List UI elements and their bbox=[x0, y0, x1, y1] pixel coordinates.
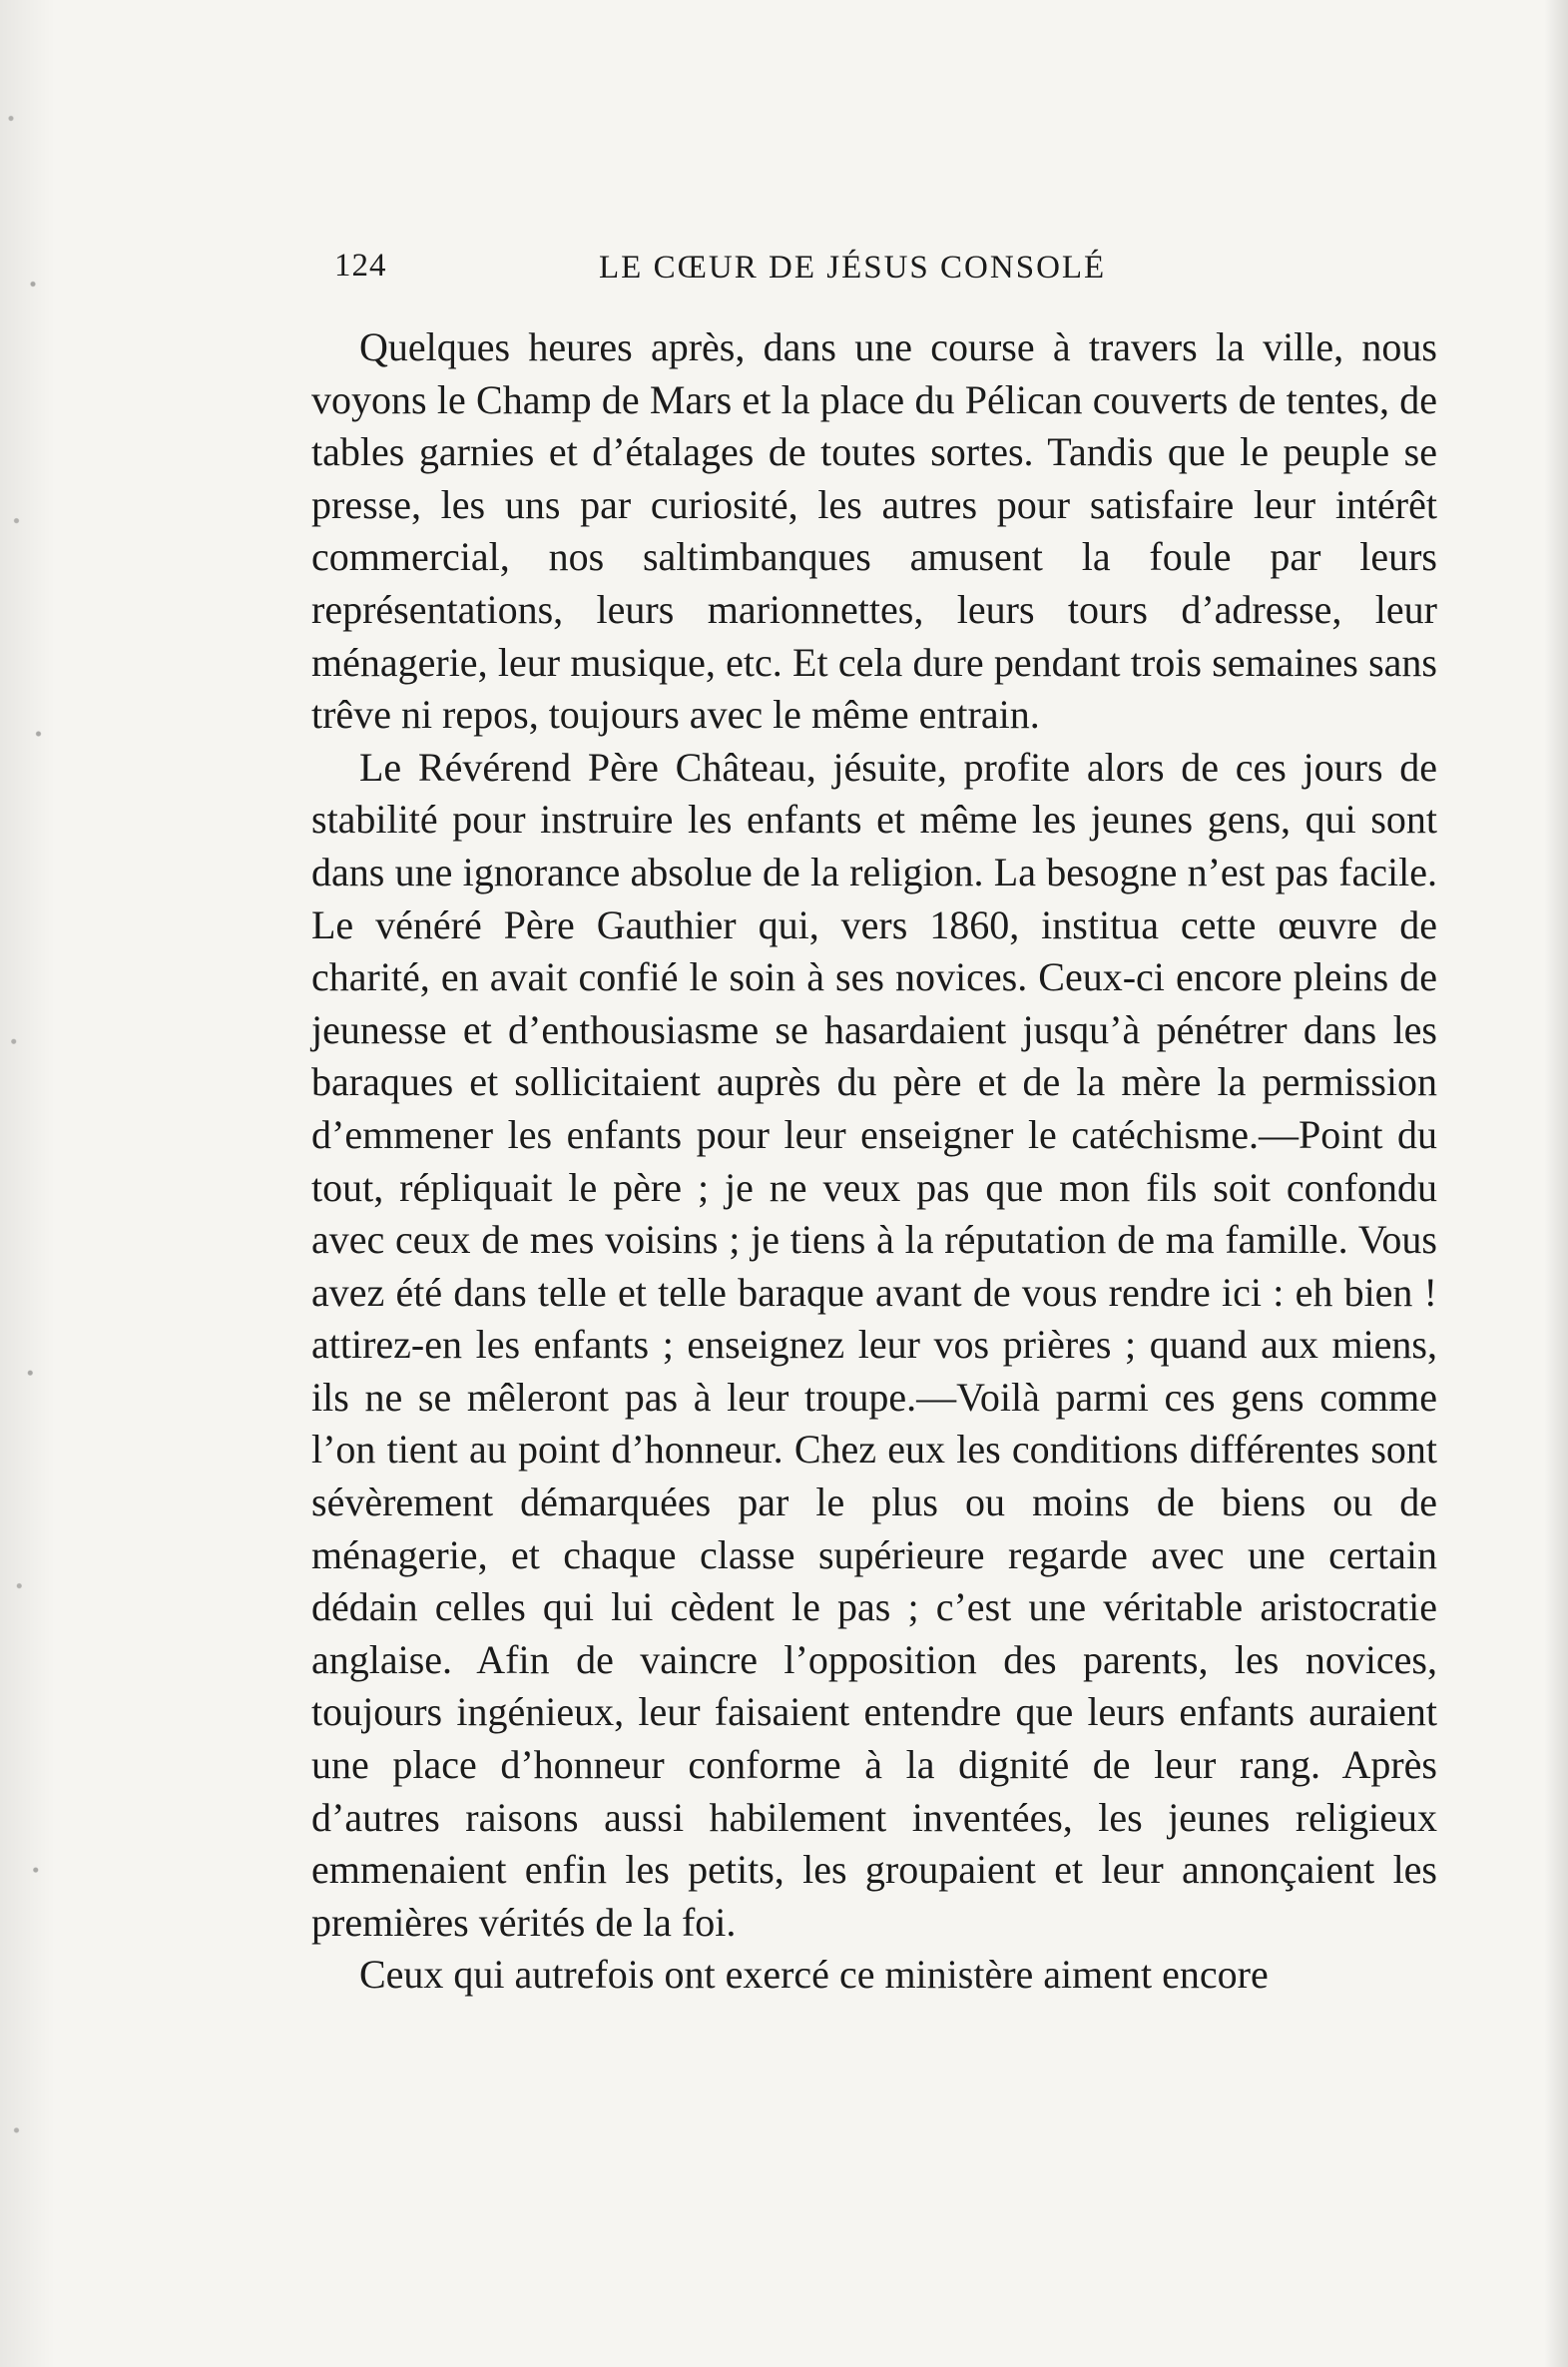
paragraph: Le Révérend Père Château, jésuite, profite alors de ces jours de stabilité pour instruire les enfants et même les jeunes gens, qui sont dans une ignorance absolue de la religion. La besogne n’est pas facile. Le vénéré Père Gauthier qui, vers 1860, institua cette œuvre de charité, en avait confié le soin à ses novices. Ceux-ci encore pleins de jeunesse et d’enthousiasme se hasardaient jusqu’à pénétrer dans les baraques et sollicitaient auprès du père et de la mère la permission d’emmener les enfants pour leur enseigner le catéchisme.—Point du tout, répliquait le père ; je ne veux pas que mon fils soit confondu avec ceux de mes voisins ; je tiens à la réputation de ma famille. Vous avez été dans telle et telle baraque avant de vous rendre ici : eh bien ! attirez-en les enfants ; enseignez leur vos prières ; quand aux miens, ils ne se mêleront pas à leur troupe.—Voilà parmi ces gens comme l’on tient au point d’honneur. Chez eux les conditions différentes sont sévèrement démarquées par le plus ou moins de biens ou de ménagerie, et chaque classe supérieure regarde avec une certain dédain celles qui lui cèdent le pas ; c’est une véritable aristocratie anglaise. Afin de vaincre l’opposition des parents, les novices, toujours ingénieux, leur faisaient entendre que leurs enfants auraient une place d’honneur conforme à la dignité de leur rang. Après d’autres raisons aussi habilement inventées, les jeunes religieux emmenaient enfin les petits, les groupaient et leur annonçaient les premières vérités de la foi. bbox=[311, 744, 1437, 1945]
page-edge-shadow bbox=[1544, 0, 1568, 2367]
paragraph: Ceux qui autrefois ont exercé ce ministère aiment encore bbox=[359, 1952, 1269, 1998]
paragraph: Quelques heures après, dans une course à travers la ville, nous voyons le Champ de Mars et la place du Pélican couverts de tentes, de tables garnies et d’étalages de toutes sortes. Tandis que le peuple se presse, les uns par curiosité, les autres pour satisfaire leur intérêt commercial, nos saltimbanques amusent la foule par leurs représentations, leurs marionnettes, leurs tours d’adresse, leur ménagerie, leur musique, etc. Et cela dure pendant trois semaines sans trêve ni repos, toujours avec le même entrain. bbox=[311, 324, 1437, 738]
body-text bbox=[311, 321, 1437, 2002]
scan-gutter bbox=[0, 0, 55, 2367]
page-number: 124 bbox=[334, 248, 387, 284]
running-head bbox=[334, 248, 1183, 297]
running-title: LE CŒUR DE JÉSUS CONSOLÉ bbox=[599, 250, 1107, 286]
